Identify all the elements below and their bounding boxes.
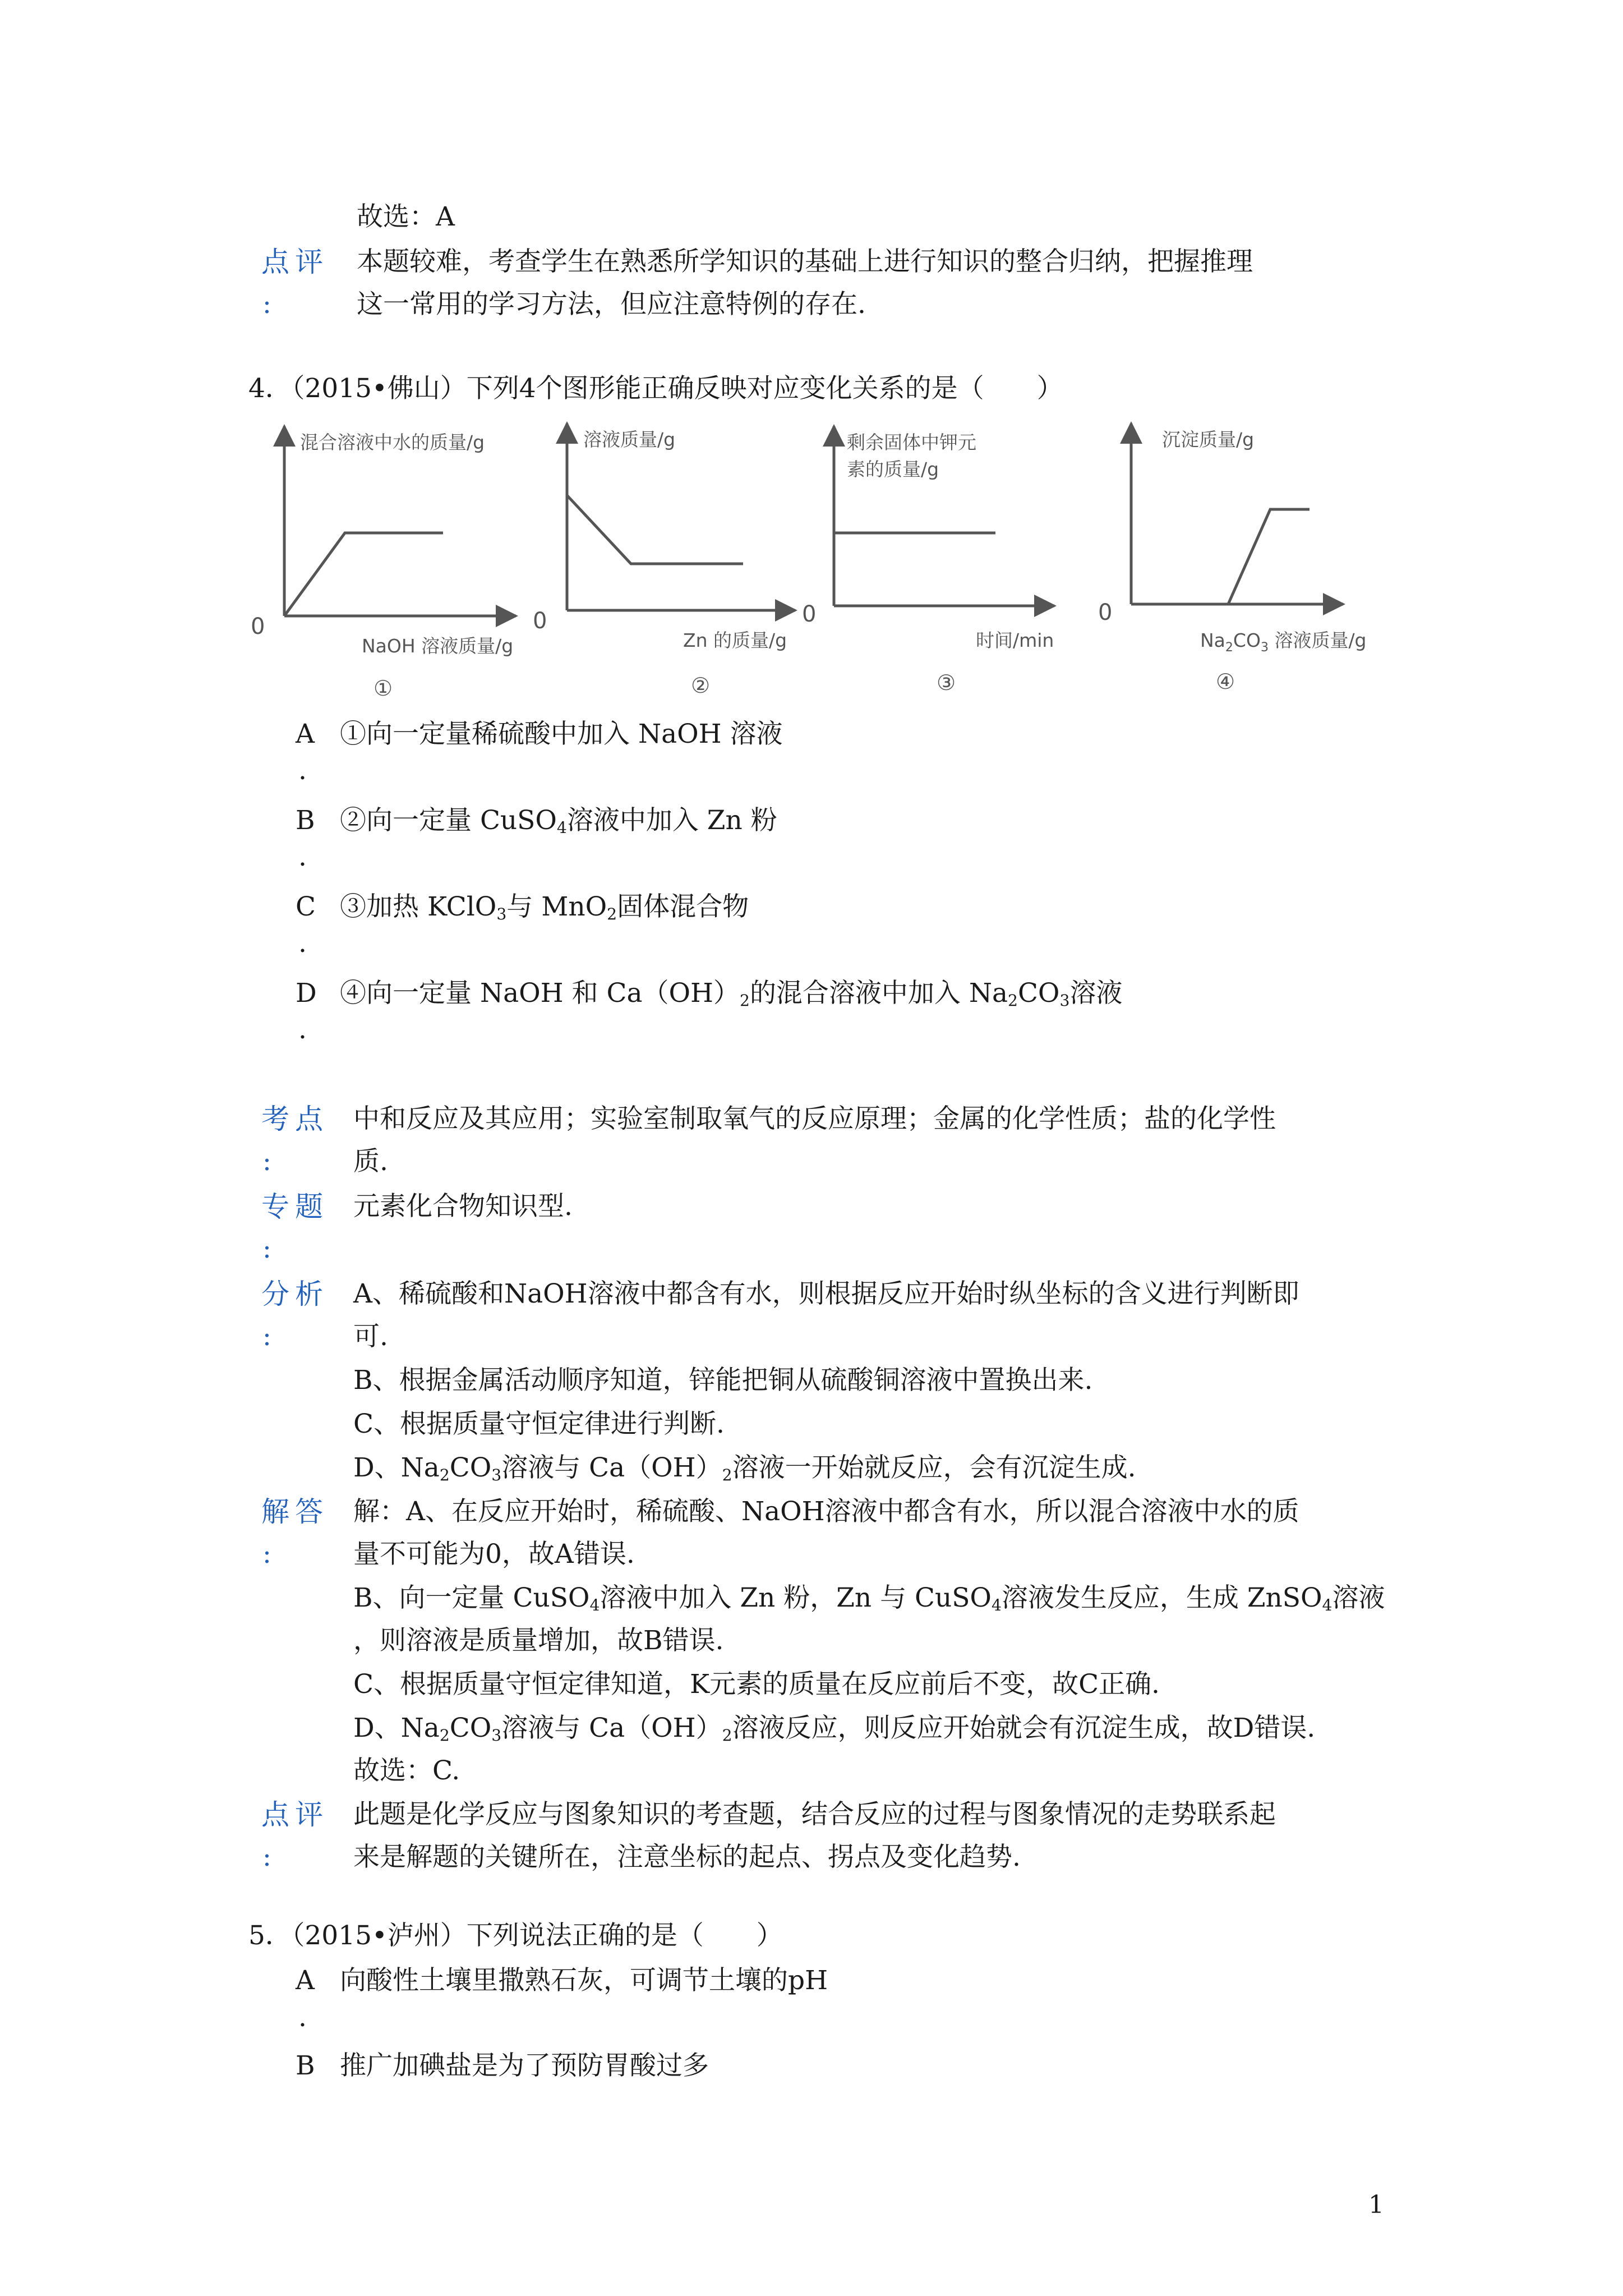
q4-option-d-letter: D [296, 978, 317, 1009]
chart-4-number: ④ [1216, 669, 1235, 694]
q4-kaodian-colon: : [262, 1146, 271, 1177]
chart-3-ylabel-2: 素的质量/g [847, 458, 939, 480]
q4-fenxi-line-1: A、稀硫酸和NaOH溶液中都含有水，则根据反应开始时纵坐标的含义进行判断即 [353, 1278, 1299, 1309]
q4-option-d-dot: . [298, 1014, 307, 1045]
page-number: 1 [1368, 2191, 1384, 2219]
q4-jieda-line-1: 解：A、在反应开始时，稀硫酸、NaOH溶液中都含有水，所以混合溶液中水的质 [353, 1496, 1299, 1527]
q4-option-b-letter: B [296, 805, 315, 836]
q5-option-a-dot: . [298, 2002, 307, 2033]
chart-2-number: ② [691, 673, 711, 698]
q3-comment-line-1: 本题较难，考查学生在熟悉所学知识的基础上进行知识的整合归纳，把握推理 [357, 246, 1253, 277]
q3-comment-label: 点评 [261, 246, 329, 278]
chart-1-xlabel: NaOH 溶液质量/g [362, 635, 514, 657]
q4-kaodian-label: 考点 [261, 1103, 329, 1135]
q4-dianping-line-2: 来是解题的关键所在，注意坐标的起点、拐点及变化趋势. [353, 1842, 1021, 1872]
q5-option-a-text: 向酸性土壤里撒熟石灰，可调节土壤的pH [340, 1965, 828, 1996]
q4-jieda-line-3: B、向一定量 CuSO$_4$溶液中加入 Zn 粉，Zn 与 CuSO$_4$溶液发生反应，生成 ZnSO$_4$溶液 [353, 1582, 1385, 1615]
q4-stem: 4．（2015•佛山）下列4个图形能正确反映对应变化关系的是（ ） [248, 373, 1063, 404]
q4-dianping-colon: : [262, 1842, 271, 1872]
q4-jieda-line-5: C、根据质量守恒定律知道，K元素的质量在反应前后不变，故C正确. [353, 1669, 1160, 1700]
q4-jieda-label: 解答 [261, 1496, 329, 1528]
chart-3-origin: 0 [802, 601, 817, 627]
q4-zhuanti-colon: : [262, 1234, 271, 1264]
q4-fenxi-label: 分析 [261, 1278, 329, 1310]
q4-jieda-line-2: 量不可能为0，故A错误. [353, 1539, 635, 1570]
chart-1-ylabel: 混合溶液中水的质量/g [300, 431, 485, 453]
q4-dianping-label: 点评 [261, 1798, 329, 1831]
chart-1 [251, 426, 516, 701]
q4-option-b-dot: . [298, 841, 307, 872]
chart-4-xlabel: $Na_2CO_3$ 溶液质量/g [1200, 629, 1367, 655]
q4-jieda-line-4: ，则溶液是质量增加，故B错误. [353, 1625, 724, 1656]
q3-answer-line: 故选：A [357, 201, 455, 232]
chart-2-origin: 0 [533, 608, 547, 634]
chart-3 [802, 426, 1054, 695]
q5-option-b-letter: B [296, 2050, 315, 2081]
q4-option-c-text: ③加热 KClO$_3$与 MnO$_2$固体混合物 [340, 891, 749, 924]
q4-fenxi-line-5: D、$Na_2CO_3$溶液与 $Ca(OH)_2$溶液一开始就反应，会有沉淀生成. [353, 1452, 1136, 1485]
q4-zhuanti-text: 元素化合物知识型. [353, 1191, 573, 1222]
chart-4-curve [1228, 509, 1310, 604]
q5-option-a-letter: A [296, 1965, 315, 1996]
q5-stem: 5．（2015•泸州）下列说法正确的是（ ） [248, 1920, 783, 1951]
q4-option-c-dot: . [298, 928, 307, 959]
chart-2 [533, 424, 795, 698]
q4-option-a-dot: . [298, 755, 307, 786]
q4-kaodian-line-1: 中和反应及其应用；实验室制取氧气的反应原理；金属的化学性质；盐的化学性 [353, 1103, 1276, 1134]
chart-2-xlabel: Zn 的质量/g [683, 629, 787, 651]
q4-option-c-letter: C [296, 891, 316, 922]
q4-jieda-colon: : [262, 1539, 271, 1570]
q3-comment-line-2: 这一常用的学习方法，但应注意特例的存在. [357, 289, 866, 320]
q4-jieda-line-7: 故选：C. [353, 1755, 460, 1786]
q4-fenxi-line-4: C、根据质量守恒定律进行判断. [353, 1409, 725, 1439]
chart-1-origin: 0 [251, 614, 265, 639]
q4-option-a-text: ①向一定量稀硫酸中加入 NaOH 溶液 [340, 719, 783, 749]
chart-3-ylabel-1: 剩余固体中钾元 [847, 431, 976, 453]
chart-3-number: ③ [937, 670, 956, 695]
chart-4-origin: 0 [1098, 600, 1113, 625]
q5-option-b-text: 推广加碘盐是为了预防胃酸过多 [340, 2050, 709, 2081]
q4-fenxi-line-3: B、根据金属活动顺序知道，锌能把铜从硫酸铜溶液中置换出来. [353, 1365, 1093, 1396]
q4-charts [0, 0, 1623, 729]
chart-1-number: ① [374, 676, 393, 701]
chart-2-curve [567, 495, 743, 564]
q4-dianping-line-1: 此题是化学反应与图象知识的考查题，结合反应的过程与图象情况的走势联系起 [353, 1799, 1276, 1830]
chart-3-xlabel: 时间/min [976, 629, 1054, 651]
q4-fenxi-line-2: 可. [353, 1321, 388, 1352]
q4-jieda-line-6: D、$Na_2CO_3$溶液与 $Ca(OH)_2$溶液反应，则反应开始就会有沉淀生成，故D错误. [353, 1713, 1316, 1745]
q4-kaodian-line-2: 质. [353, 1146, 388, 1177]
chart-4-ylabel: 沉淀质量/g [1162, 429, 1255, 450]
chart-1-curve [284, 533, 443, 616]
q4-option-b-text: ②向一定量 CuSO$_4$溶液中加入 Zn 粉 [340, 805, 777, 838]
q4-zhuanti-label: 专题 [261, 1190, 329, 1223]
q3-comment-colon: : [262, 289, 271, 320]
q4-fenxi-colon: : [262, 1321, 271, 1352]
chart-4 [1098, 424, 1367, 694]
q4-option-a-letter: A [296, 719, 315, 749]
chart-2-ylabel: 溶液质量/g [583, 429, 676, 450]
q4-option-d-text: ④向一定量 NaOH 和 $Ca(OH)_2$的混合溶液中加入 $Na_2CO_3$溶液 [340, 978, 1123, 1010]
